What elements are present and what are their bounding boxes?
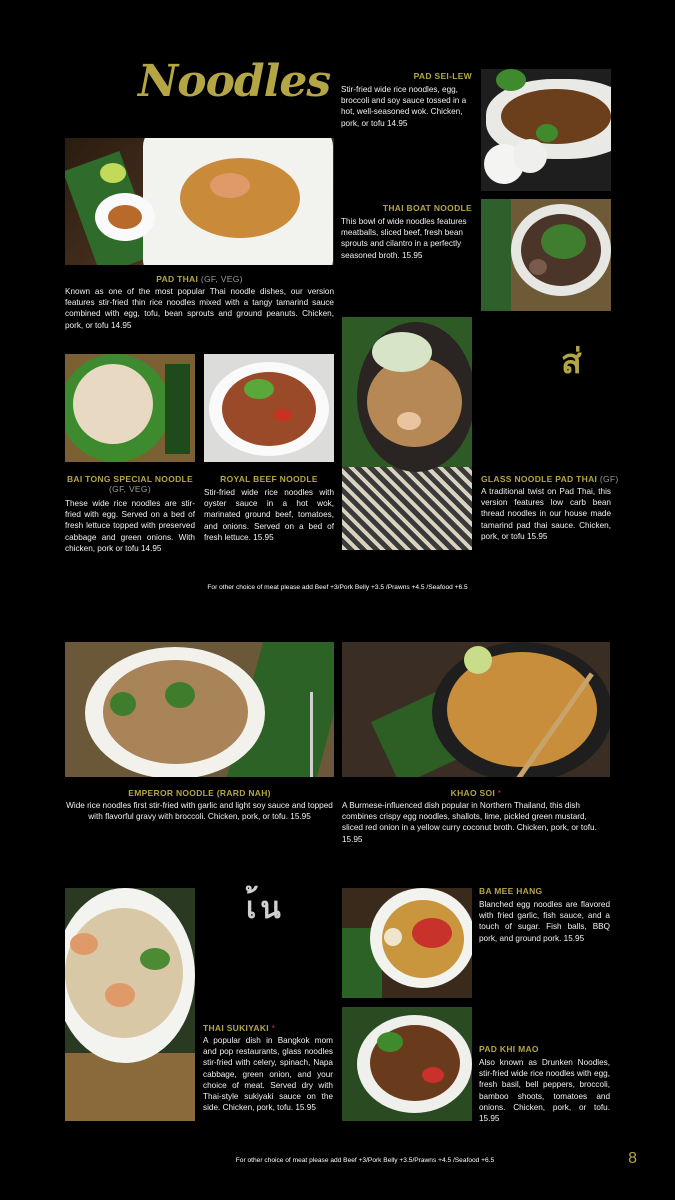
meat-options-note-2: For other choice of meat please add Beef +3/Pork Belly +3.5/Prawns +4.5 /Seafood +6.5 <box>235 1157 495 1164</box>
royal-beef-desc: Stir-fried wide rice noodles with oyster sauce in a hot wok, marinated ground beef, tomatoes, and onions. Served on a bed of fresh lettuce. 15.95 <box>204 488 334 542</box>
thai-character-2: เ้น <box>246 891 285 926</box>
ba-mee-hang-name: BA MEE HANG <box>479 886 543 896</box>
khao-soi-photo <box>342 642 610 777</box>
pad-thai-desc: Known as one of the most popular Thai noodle dishes, our version features stir-fried thin rice noodles mixed with a tangy tamarind sauce combined with egg, tofu, bean sprouts and ground peanuts. Chicken, pork, or tofu 14.95 <box>65 287 334 330</box>
pad-thai-name: PAD THAI (GF, VEG) <box>156 274 243 284</box>
glass-noodle-name: GLASS NOODLE PAD THAI (GF) <box>481 474 619 484</box>
emperor-noodle-name: EMPEROR NOODLE (RARD NAH) <box>128 788 271 798</box>
bai-tong-name: BAI TONG SPECIAL NOODLE (GF, VEG) <box>66 474 194 494</box>
bai-tong-desc: These wide rice noodles are stir-fried with egg. Served on a bed of fresh lettuce topped with preserved cabbage and green onions. With chicken, pork or tofu 14.95 <box>65 499 195 553</box>
pad-khi-mao-photo <box>342 1007 472 1121</box>
pad-khi-mao-desc: Also known as Drunken Noodles, stir-fried wide rice noodles with egg, fresh basil, bell peppers, broccoli, bamboo shoots, tomatoes and onions. Chicken, pork, or tofu. 15.95 <box>479 1058 610 1124</box>
section-title: Noodles <box>138 56 331 107</box>
thai-boat-noodle-name: THAI BOAT NOODLE <box>382 203 472 213</box>
pad-thai-photo <box>65 138 334 265</box>
khao-soi-name: KHAO SOI * <box>450 788 502 798</box>
page-number: 8 <box>628 1150 637 1167</box>
emperor-noodle-desc: Wide rice noodles first stir-fried with garlic and light soy sauce and topped with flavorful gravy with broccoli. Chicken, pork, or tofu. 15.95 <box>66 801 333 822</box>
pad-sei-lew-name: PAD SEI-LEW <box>413 71 472 81</box>
glass-noodle-photo <box>342 317 472 550</box>
bai-tong-photo <box>65 354 195 462</box>
pad-sei-lew-desc: Stir-fried wide rice noodles, egg, broccoli and soy sauce tossed in a hot, well-seasoned wok. Chicken, pork, or tofu 14.95 <box>341 85 467 128</box>
thai-boat-noodle-photo <box>481 199 611 311</box>
thai-sukiyaki-name: THAI SUKIYAKI * <box>203 1023 276 1033</box>
meat-options-note-1: For other choice of meat please add Beef +3/Pork Belly +3.5 /Prawns +4.5 /Seafood +6.5 <box>207 584 468 591</box>
thai-sukiyaki-desc: A popular dish in Bangkok mom and pop restaurants, glass noodles stir-fried with celery, spinach, Napa cabbage, green onion, and your choice of meat. Served dry with Thai-style sukiyaki sauce on the side. Chicken, pork, tofu. 15.95 <box>203 1036 333 1113</box>
ba-mee-hang-photo <box>342 888 472 998</box>
thai-character-1: ส่ <box>561 342 582 382</box>
royal-beef-name: ROYAL BEEF NOODLE <box>220 474 318 484</box>
pad-sei-lew-photo <box>481 69 611 191</box>
thai-sukiyaki-photo <box>65 888 195 1121</box>
khao-soi-desc: A Burmese-influenced dish popular in Northern Thailand, this dish combines crispy egg noodles, shallots, lime, pickled green mustard, sliced red onion in a yellow curry coconut broth. Chicken, pork, or tofu. 15.95 <box>342 801 597 844</box>
thai-boat-noodle-desc: This bowl of wide noodles features meatballs, sliced beef, fresh bean sprouts and cilantro in a perfectly seasoned broth. 15.95 <box>341 217 467 260</box>
royal-beef-photo <box>204 354 334 462</box>
glass-noodle-desc: A traditional twist on Pad Thai, this version features low carb bean thread noodles in our house made tamarind pad thai sauce. Chicken, pork, or tofu 15.95 <box>481 487 611 541</box>
pad-khi-mao-name: PAD KHI MAO <box>479 1044 539 1054</box>
ba-mee-hang-desc: Blanched egg noodles are flavored with fried garlic, fish sauce, and a touch of sugar. Fish balls, BBQ pork, and ground pork. 15.95 <box>479 900 610 943</box>
emperor-noodle-photo <box>65 642 334 777</box>
